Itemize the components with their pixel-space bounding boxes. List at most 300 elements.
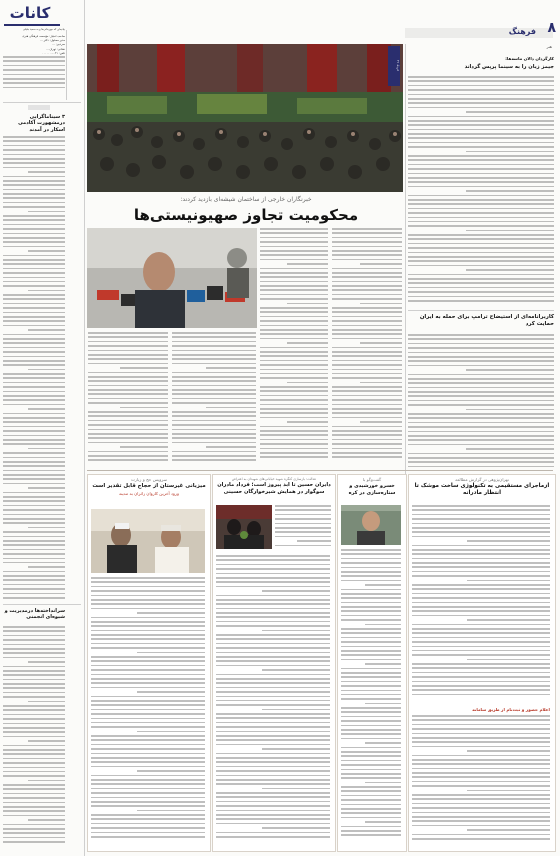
text-line [412, 523, 550, 525]
text-line [341, 738, 401, 740]
text-line [88, 451, 168, 453]
text-line [260, 443, 328, 445]
text-line [341, 597, 401, 599]
text-line [275, 536, 331, 538]
text-line [3, 483, 65, 485]
text-line [341, 720, 401, 722]
text-line [88, 429, 168, 431]
text-line [341, 610, 401, 612]
text-line [88, 372, 168, 374]
text-line [332, 298, 402, 300]
text-line [332, 426, 402, 428]
text-line [3, 815, 65, 817]
text-line [3, 193, 65, 195]
text-line [412, 728, 550, 730]
column-rule [405, 44, 406, 474]
text-line [408, 208, 554, 210]
text-line [172, 376, 256, 378]
text-line [260, 364, 328, 366]
text-line [28, 819, 65, 821]
text-line [341, 755, 401, 757]
text-line [88, 385, 168, 387]
text-line [28, 329, 65, 331]
text-line [341, 808, 401, 810]
text-line [408, 238, 554, 240]
text-line [3, 351, 65, 353]
text-line [275, 518, 331, 520]
text-line [3, 540, 65, 542]
text-line [332, 237, 402, 239]
text-line [408, 168, 554, 170]
text-line [3, 718, 65, 720]
text-line [216, 796, 330, 798]
text-line [3, 828, 65, 830]
text-line [216, 678, 330, 680]
text-line [88, 442, 168, 444]
text-line [262, 748, 330, 750]
text-line [172, 451, 256, 453]
text-line [260, 272, 328, 274]
text-line [262, 590, 330, 592]
text-line [91, 678, 205, 680]
text-line [3, 652, 65, 654]
text-line [341, 589, 401, 591]
text-line [3, 87, 65, 89]
text-line [3, 553, 65, 555]
text-line [3, 674, 65, 676]
text-line [216, 595, 330, 597]
text-line [172, 402, 256, 404]
text-line [137, 731, 205, 733]
text-line [216, 717, 330, 719]
text-line [341, 799, 401, 801]
footer-note: اعلام حضور و ثبت‌نام از طریق سامانه [472, 707, 550, 712]
press-conference-photo [87, 228, 257, 328]
text-line [216, 665, 330, 667]
body-text-lines [275, 505, 331, 551]
text-line [360, 303, 402, 305]
text-line [341, 769, 401, 771]
text-line [3, 731, 65, 733]
text-line [88, 437, 168, 439]
text-line [3, 784, 65, 786]
right-article2-title: کاربرانامه‌ای از استیضاح ترامپ برای حمله به ایران حمایت کرد [419, 314, 554, 328]
text-line [287, 303, 328, 305]
text-line [360, 342, 402, 344]
text-line [3, 294, 65, 296]
text-line [3, 78, 65, 80]
text-line [172, 341, 256, 343]
text-line [412, 610, 550, 612]
text-line [408, 422, 554, 424]
text-line [88, 380, 168, 382]
text-line [3, 536, 65, 538]
text-line [332, 316, 402, 318]
text-line [341, 834, 401, 836]
text-line [412, 816, 550, 818]
text-line [332, 355, 402, 357]
text-line [28, 566, 65, 568]
text-line [3, 413, 65, 415]
text-line [332, 412, 402, 414]
divider [3, 604, 81, 605]
text-line [412, 553, 550, 555]
text-line [3, 435, 65, 437]
text-line [260, 232, 328, 234]
text-line [206, 367, 256, 369]
text-line [260, 426, 328, 428]
divider [408, 310, 554, 311]
text-line [341, 659, 401, 661]
text-line [91, 621, 205, 623]
text-line [3, 558, 65, 560]
masthead-logo: کانات [9, 4, 51, 22]
text-line [332, 408, 402, 410]
text-line [408, 457, 554, 459]
text-line [3, 215, 65, 217]
text-line [260, 228, 328, 230]
text-line [28, 211, 65, 213]
text-line [275, 514, 331, 516]
text-line [28, 290, 65, 292]
text-line [3, 745, 65, 747]
text-line [408, 356, 554, 358]
text-line [137, 810, 205, 812]
text-line [137, 612, 205, 614]
center-article-col-3 [88, 332, 168, 466]
text-line [3, 184, 65, 186]
text-line [412, 672, 550, 674]
text-line [91, 827, 205, 829]
text-line [275, 523, 331, 525]
text-line [408, 256, 554, 258]
text-line [3, 549, 65, 551]
text-line [216, 621, 330, 623]
text-line [412, 558, 550, 560]
text-line [341, 711, 401, 713]
text-line [216, 634, 330, 636]
main-photo-funeral-procession [87, 44, 403, 192]
left-article-title: ۳ سیناماگرایی درمشهورت آکادمی اسکار در آمدند [18, 114, 65, 133]
text-line [172, 393, 256, 395]
text-line [341, 777, 401, 779]
text-line [88, 341, 168, 343]
text-line [260, 369, 328, 371]
text-line [332, 241, 402, 243]
text-line [91, 656, 205, 658]
text-line [172, 385, 256, 387]
text-line [91, 744, 205, 746]
text-line [216, 805, 330, 807]
text-line [137, 652, 205, 654]
text-line [408, 431, 554, 433]
text-line [3, 399, 65, 401]
text-line [412, 834, 550, 836]
interview-photo [341, 505, 401, 545]
text-line [3, 395, 65, 397]
text-line [216, 581, 330, 583]
text-line [88, 411, 168, 413]
hajj-photo-image [91, 509, 205, 573]
text-line [341, 795, 401, 797]
text-line [172, 424, 256, 426]
text-line [332, 351, 402, 353]
text-line [216, 577, 330, 579]
text-line [341, 685, 401, 687]
text-line [3, 364, 65, 366]
text-line [260, 417, 328, 419]
text-line [172, 429, 256, 431]
text-line [408, 133, 554, 135]
text-line [412, 772, 550, 774]
text-line [412, 518, 550, 520]
text-line [216, 761, 330, 763]
text-line [260, 377, 328, 379]
text-line [412, 566, 550, 568]
text-line [3, 180, 65, 182]
text-line [3, 531, 65, 533]
text-line [412, 724, 550, 726]
text-line [3, 417, 65, 419]
text-line [341, 733, 401, 735]
mothers-news-box [212, 474, 336, 852]
mothers-photo-image [216, 505, 272, 549]
text-line [365, 703, 401, 705]
section-sub: هنر [546, 44, 552, 49]
text-line [260, 408, 328, 410]
text-line [216, 779, 330, 781]
text-line [3, 237, 65, 239]
text-line [341, 641, 401, 643]
right-article-body [408, 76, 554, 308]
text-line [216, 722, 330, 724]
text-line [3, 285, 65, 287]
body-text-lines [3, 56, 65, 92]
text-line [3, 382, 65, 384]
text-line [28, 448, 65, 450]
text-line [408, 260, 554, 262]
text-line [408, 124, 554, 126]
text-line [172, 350, 256, 352]
text-line [216, 647, 330, 649]
text-line [412, 803, 550, 805]
text-line [408, 338, 554, 340]
text-line [88, 354, 168, 356]
text-line [172, 437, 256, 439]
text-line [216, 766, 330, 768]
text-line [172, 389, 256, 391]
text-line [3, 762, 65, 764]
text-line [332, 404, 402, 406]
text-line [332, 333, 402, 335]
body-text-lines [412, 715, 550, 847]
text-line [332, 320, 402, 322]
center-subtitle: خبرنگاران خارجی از ساختمان شیشه‌ای بازدید کردند: [180, 196, 312, 203]
text-line [412, 509, 550, 511]
text-line [408, 94, 554, 96]
text-line [28, 369, 65, 371]
text-line [206, 446, 256, 448]
text-line [466, 151, 554, 153]
text-line [408, 142, 554, 144]
text-line [260, 294, 328, 296]
text-line [332, 430, 402, 432]
text-line [88, 376, 168, 378]
text-line [172, 442, 256, 444]
text-line [332, 232, 402, 234]
text-line [3, 334, 65, 336]
text-line [260, 347, 328, 349]
text-line [412, 685, 550, 687]
text-line [3, 136, 65, 138]
text-line [360, 382, 402, 384]
text-line [408, 453, 554, 455]
text-line [341, 615, 401, 617]
text-line [3, 65, 65, 67]
text-line [408, 287, 554, 289]
text-line [91, 726, 205, 728]
text-line [408, 243, 554, 245]
text-line [120, 446, 168, 448]
text-line [88, 345, 168, 347]
text-line [466, 190, 554, 192]
text-line [3, 162, 65, 164]
text-line [88, 455, 168, 457]
text-line [260, 412, 328, 414]
text-line [91, 818, 205, 820]
text-line [91, 700, 205, 702]
text-line [412, 571, 550, 573]
text-line [216, 674, 330, 676]
text-line [412, 715, 550, 717]
text-line [3, 255, 65, 257]
text-line [341, 812, 401, 814]
text-line [412, 741, 550, 743]
mothers-photo [216, 505, 272, 549]
info-line: مدیر مسئول: دکتر ... [40, 38, 65, 43]
text-line [216, 775, 330, 777]
text-line [341, 681, 401, 683]
text-line [88, 420, 168, 422]
text-line [408, 444, 554, 446]
text-line [216, 568, 330, 570]
text-line [28, 740, 65, 742]
text-line [275, 527, 331, 529]
text-line [3, 705, 65, 707]
text-line [287, 421, 328, 423]
text-line [466, 269, 554, 271]
text-line [3, 727, 65, 729]
text-line [172, 420, 256, 422]
text-line [172, 363, 256, 365]
text-line [3, 692, 65, 694]
text-line [3, 802, 65, 804]
text-line [412, 536, 550, 538]
text-line [91, 687, 205, 689]
text-line [260, 386, 328, 388]
text-line [216, 696, 330, 698]
hajj-photo [91, 509, 205, 573]
text-line [91, 753, 205, 755]
text-line [332, 452, 402, 454]
text-line [408, 413, 554, 415]
text-line [3, 723, 65, 725]
text-line [260, 254, 328, 256]
hajj-kicker: سرویس حج و زیارت [130, 477, 168, 482]
hajj-title: میزبانی غیرستان از حجاج قابل تقدیر است [92, 483, 206, 489]
text-line [260, 351, 328, 353]
text-line [3, 219, 65, 221]
info-line: سردبیر: ... [52, 42, 65, 47]
text-line [216, 687, 330, 689]
text-line [412, 646, 550, 648]
text-line [91, 638, 205, 640]
text-line [412, 531, 550, 533]
text-line [412, 641, 550, 643]
text-line [216, 599, 330, 601]
text-line [341, 562, 401, 564]
text-line [3, 714, 65, 716]
text-line [332, 434, 402, 436]
text-line [172, 433, 256, 435]
text-line [91, 660, 205, 662]
text-line [91, 696, 205, 698]
text-line [341, 826, 401, 828]
text-line [262, 788, 330, 790]
text-line [91, 709, 205, 711]
text-line [3, 233, 65, 235]
text-line [275, 509, 331, 511]
text-line [172, 415, 256, 417]
text-line [91, 779, 205, 781]
text-line [3, 679, 65, 681]
text-line [91, 625, 205, 627]
text-line [412, 602, 550, 604]
info-line: تلفن: ۰۲۱-۰۰۰۰۰۰۰ [41, 50, 65, 55]
text-line [408, 334, 554, 336]
body-text-lines [216, 555, 330, 847]
text-line [408, 217, 554, 219]
left-article2-title: سرانداخته‌ها درمدیریت و شیوه‌ای انجمنی [4, 608, 65, 621]
text-line [260, 390, 328, 392]
text-line [467, 750, 550, 752]
text-line [3, 60, 65, 62]
text-line [408, 89, 554, 91]
text-line [216, 652, 330, 654]
text-line [262, 709, 330, 711]
text-line [412, 733, 550, 735]
text-line [3, 228, 65, 230]
text-line [3, 492, 65, 494]
text-line [332, 360, 402, 362]
text-line [88, 350, 168, 352]
text-line [3, 268, 65, 270]
text-line [28, 527, 65, 529]
text-line [408, 360, 554, 362]
text-line [341, 729, 401, 731]
text-line [332, 456, 402, 458]
text-line [216, 555, 330, 557]
text-line [260, 404, 328, 406]
text-line [260, 241, 328, 243]
right-article-title: جیمز زبان را به سینما پرپس گرداند [464, 64, 554, 70]
text-line [408, 435, 554, 437]
text-line [216, 810, 330, 812]
text-line [260, 320, 328, 322]
text-line [408, 80, 554, 82]
small-label [28, 105, 50, 110]
text-line [408, 120, 554, 122]
